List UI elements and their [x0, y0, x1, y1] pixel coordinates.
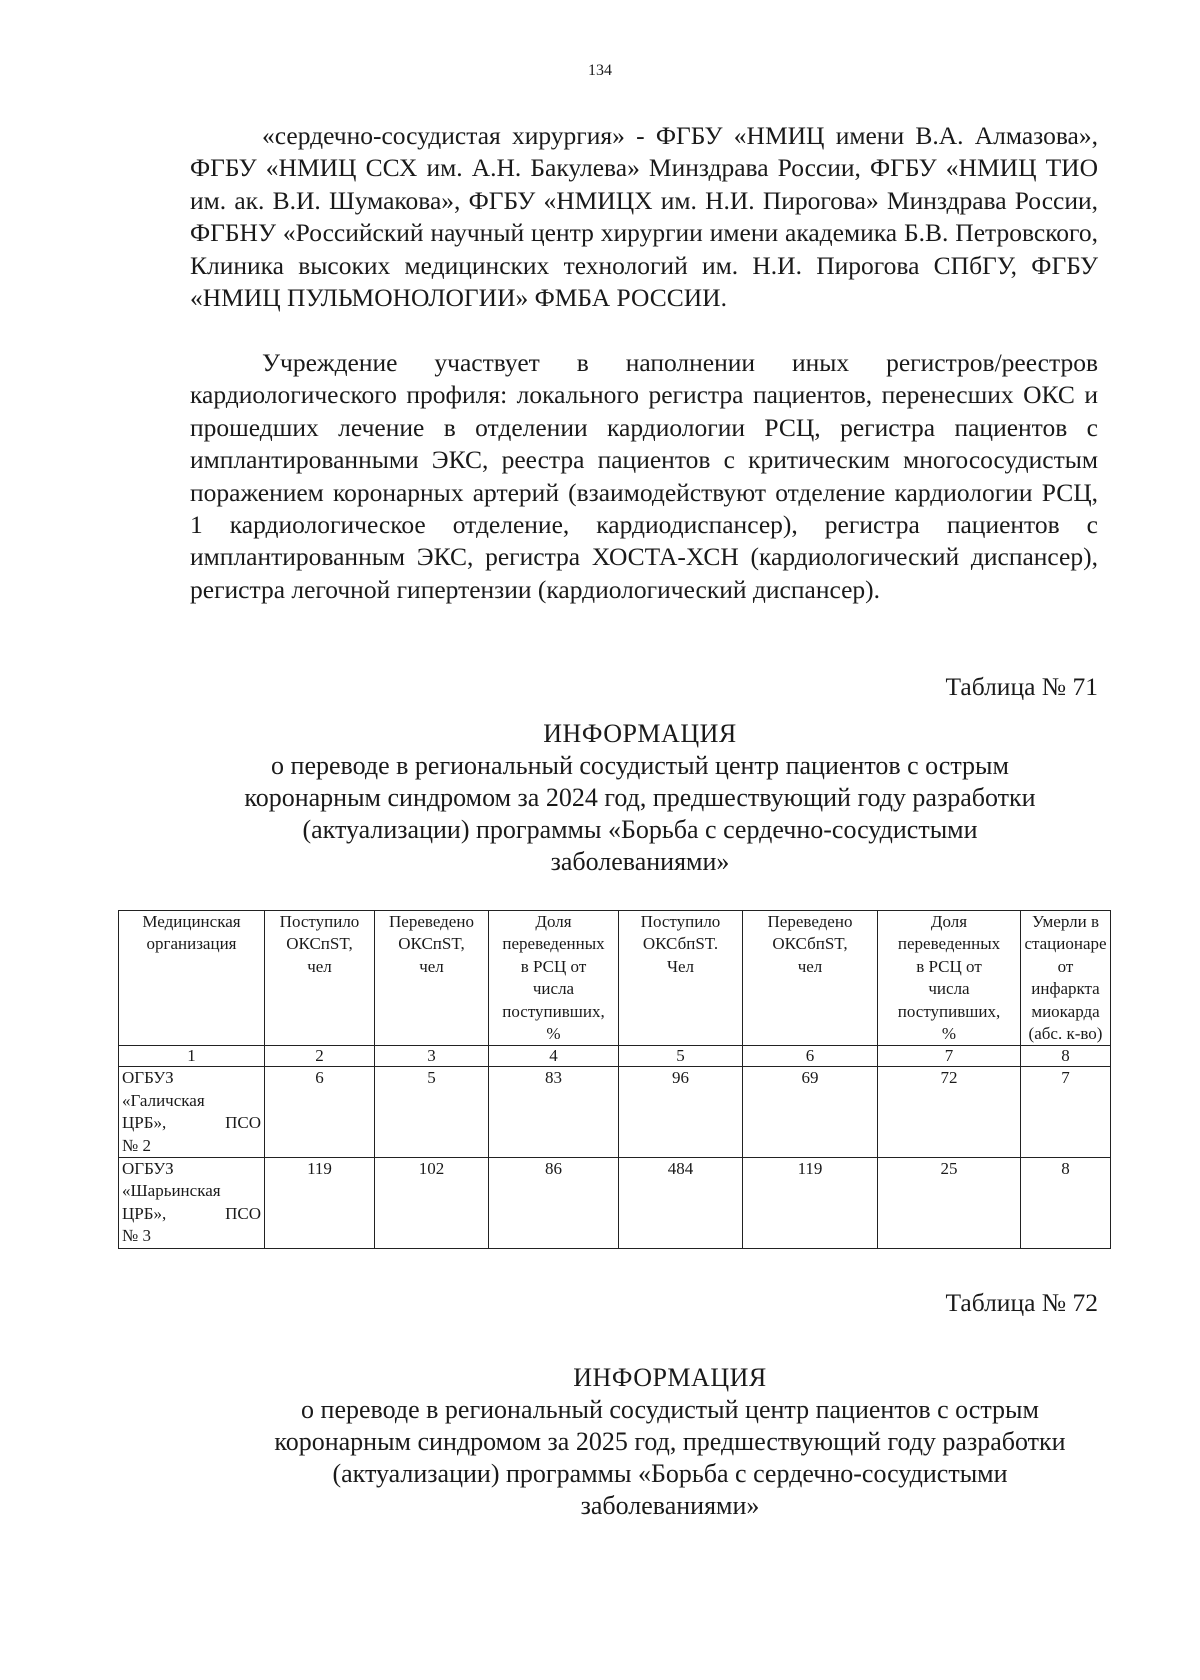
- value-cell: 119: [265, 1158, 375, 1249]
- header-transferred-stemi: Переведено ОКСпST, чел: [375, 911, 489, 1046]
- value-cell: 5: [375, 1067, 489, 1158]
- value-cell: 119: [743, 1158, 878, 1249]
- column-number: 6: [743, 1046, 878, 1067]
- header-share-nstemi: Доля переведенных в РСЦ от числа поступивших, %: [878, 911, 1021, 1046]
- column-number: 4: [489, 1046, 619, 1067]
- header-transferred-nstemi: Переведено ОКСбпST, чел: [743, 911, 878, 1046]
- header-medical-organization: Медицинская организация: [119, 911, 265, 1046]
- heading-line: (актуализации) программы «Борьба с сердечно-сосудистыми: [302, 815, 978, 844]
- page-number: 134: [588, 62, 612, 79]
- heading-line: о переводе в региональный сосудистый центр пациентов с острым: [271, 751, 1009, 780]
- header-deaths-mi: Умерли в стационаре от инфаркта миокарда (абс. к-во): [1021, 911, 1111, 1046]
- heading-line: (актуализации) программы «Борьба с сердечно-сосудистыми: [332, 1459, 1008, 1488]
- column-number: 1: [119, 1046, 265, 1067]
- column-number: 5: [619, 1046, 743, 1067]
- heading-line: коронарным синдромом за 2025 год, предшествующий году разработки: [274, 1427, 1066, 1456]
- table-72-caption: Таблица № 72: [945, 1288, 1098, 1317]
- column-number: 8: [1021, 1046, 1111, 1067]
- column-number: 7: [878, 1046, 1021, 1067]
- value-cell: 484: [619, 1158, 743, 1249]
- table-71-caption: Таблица № 71: [945, 672, 1098, 701]
- column-number: 3: [375, 1046, 489, 1067]
- paragraph-registries: [190, 347, 1098, 606]
- organization-cell: ОГБУЗ «Шарьинская ЦРБ», ПСО № 3: [119, 1158, 265, 1249]
- organization-cell: ОГБУЗ «Галичская ЦРБ», ПСО № 2: [119, 1067, 265, 1158]
- header-admitted-stemi: Поступило ОКСпST, чел: [265, 911, 375, 1046]
- value-cell: 8: [1021, 1158, 1111, 1249]
- heading-line: заболеваниями»: [550, 847, 730, 876]
- column-number-row: [119, 1046, 1111, 1067]
- value-cell: 6: [265, 1067, 375, 1158]
- table-row: [119, 1158, 1111, 1249]
- heading-line: коронарным синдромом за 2024 год, предшествующий году разработки: [244, 783, 1036, 812]
- heading-line: заболеваниями»: [580, 1491, 760, 1520]
- table-71: [118, 910, 1111, 1249]
- paragraph-surgery-centers: [190, 120, 1098, 314]
- value-cell: 25: [878, 1158, 1021, 1249]
- value-cell: 102: [375, 1158, 489, 1249]
- heading-title: ИНФОРМАЦИЯ: [573, 1363, 767, 1392]
- heading-line: о переводе в региональный сосудистый центр пациентов с острым: [301, 1395, 1039, 1424]
- value-cell: 83: [489, 1067, 619, 1158]
- table-72-heading: [170, 1362, 1170, 1522]
- value-cell: 7: [1021, 1067, 1111, 1158]
- paragraph-text: «сердечно-сосудистая хирургия» - ФГБУ «НМИЦ имени В.А. Алмазова», ФГБУ «НМИЦ ССХ им. А.Н. Бакулева» Минздрава России, ФГБУ «НМИЦ ТИО им. ак. В.И. Шумакова», ФГБУ «НМИЦХ им. Н.И. Пирогова» Минздрава России, ФГБНУ «Российский научный центр хирургии имени академика Б.В. Петровского, Клиника высоких медицинских технологий им. Н.И. Пирогова СПбГУ, ФГБУ «НМИЦ ПУЛЬМОНОЛОГИИ» ФМБА РОССИИ.: [190, 121, 1098, 313]
- table-71-heading: [140, 718, 1140, 878]
- value-cell: 69: [743, 1067, 878, 1158]
- paragraph-text: Учреждение участвует в наполнении иных регистров/реестров кардиологического профиля: локального регистра пациентов, перенесших ОКС и прошедших лечение в отделении кардиологии РСЦ, регистра пациентов с имплантированными ЭКС, реестра пациентов с критическим многососудистым поражением коронарных артерий (взаимодействуют отделение кардиологии РСЦ, 1 кардиологическое отделение, кардиодиспансер), регистра пациентов с имплантированным ЭКС, регистра ХОСТА-ХСН (кардиологический диспансер), регистра легочной гипертензии (кардиологический диспансер).: [190, 348, 1098, 604]
- heading-title: ИНФОРМАЦИЯ: [543, 719, 737, 748]
- value-cell: 72: [878, 1067, 1021, 1158]
- table-header-row: [119, 911, 1111, 1046]
- table-row: [119, 1067, 1111, 1158]
- value-cell: 86: [489, 1158, 619, 1249]
- header-share-stemi: Доля переведенных в РСЦ от числа поступивших, %: [489, 911, 619, 1046]
- value-cell: 96: [619, 1067, 743, 1158]
- column-number: 2: [265, 1046, 375, 1067]
- header-admitted-nstemi: Поступило ОКСбпST. Чел: [619, 911, 743, 1046]
